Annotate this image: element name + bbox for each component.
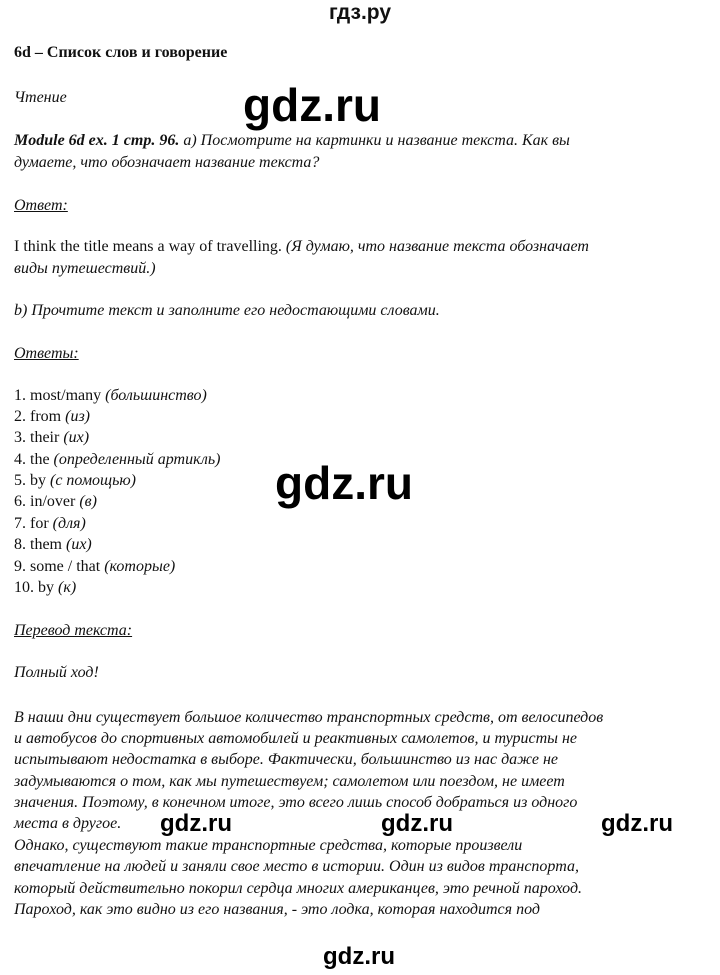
- translation-line: В наши дни существует большое количество транспортных средств, от велосипедов: [14, 709, 604, 726]
- task-a: [14, 130, 570, 151]
- list-item: [14, 577, 76, 598]
- answer-word: 8. them: [14, 536, 66, 553]
- translation-label: Перевод текста:: [14, 622, 133, 639]
- answer-translation: (большинство): [105, 387, 207, 404]
- section-title: 6d – Список слов и говорение: [14, 44, 228, 61]
- translation-line: задумываются о том, как мы путешествуем; самолетом или поездом, не имеет: [14, 773, 565, 790]
- task-b: b) Прочтите текст и заполните его недостающими словами.: [14, 302, 440, 319]
- translation-line: значения. Поэтому, в конечном итоге, это всего лишь способ добраться из одного: [14, 794, 578, 811]
- site-header: гдз.ру: [328, 1, 392, 24]
- task-a-ref: Module 6d ex. 1 стр. 96.: [14, 132, 180, 149]
- list-item: [14, 449, 221, 470]
- list-item: [14, 385, 207, 406]
- translation-line: Однако, существуют такие транспортные средства, которые произвели: [14, 837, 523, 854]
- translation-line: и автобусов до спортивных автомобилей и реактивных самолетов, и туристы не: [14, 730, 578, 747]
- answer-translation: (их): [66, 536, 92, 553]
- watermark-logo: gdz.ru: [160, 810, 232, 837]
- translation-title: Полный ход!: [14, 664, 99, 681]
- answer-a-english: I think the title means a way of travelling.: [14, 238, 282, 255]
- watermark-logo: gdz.ru: [381, 810, 453, 837]
- list-item: [14, 534, 92, 555]
- answer-a: [14, 236, 589, 257]
- answer-translation: (к): [58, 579, 77, 596]
- reading-label: Чтение: [14, 89, 67, 106]
- task-a-text-line2: думаете, что обозначает название текста?: [14, 154, 320, 171]
- answer-translation: (для): [52, 515, 86, 532]
- answer-word: 6. in/over: [14, 493, 80, 510]
- watermark-logo: gdz.ru: [275, 457, 413, 509]
- answer-word: 1. most/many: [14, 387, 106, 404]
- answer-word: 2. from: [14, 408, 66, 425]
- list-item: [14, 556, 175, 577]
- list-item: [14, 513, 86, 534]
- answer-a-russian-line1: (Я думаю, что название текста обозначает: [281, 238, 589, 255]
- answer-word: 7. for: [14, 515, 53, 532]
- answer-a-russian-line2: виды путешествий.): [14, 260, 156, 277]
- watermark-logo: gdz.ru: [601, 810, 673, 837]
- watermark-logo: gdz.ru: [323, 943, 395, 970]
- list-item: [14, 491, 97, 512]
- translation-line: испытывают недостатка в выборе. Фактически, большинство из нас даже не: [14, 751, 558, 768]
- list-item: [14, 427, 89, 448]
- watermark-logo: gdz.ru: [243, 79, 381, 131]
- answer-label: Ответ:: [14, 197, 68, 214]
- translation-line: который действительно покорил сердца многих американцев, это речной пароход.: [14, 880, 583, 897]
- answer-translation: (из): [65, 408, 91, 425]
- translation-line: Пароход, как это видно из его названия, - это лодка, которая находится под: [14, 901, 540, 918]
- answer-translation: (их): [63, 429, 90, 446]
- answer-word: 9. some / that: [14, 558, 105, 575]
- answers-label: Ответы:: [14, 345, 79, 362]
- answer-translation: (с помощью): [50, 472, 136, 489]
- answer-translation: (которые): [104, 558, 176, 575]
- answer-word: 5. by: [14, 472, 50, 489]
- answer-word: 10. by: [14, 579, 58, 596]
- task-a-text-line1: а) Посмотрите на картинки и название текста. Как вы: [179, 132, 570, 149]
- answer-translation: (в): [79, 493, 97, 510]
- translation-line: места в другое.: [14, 815, 122, 832]
- translation-line: впечатление на людей и заняли свое место в истории. Один из видов транспорта,: [14, 858, 579, 875]
- answer-word: 4. the: [14, 451, 54, 468]
- list-item: [14, 470, 136, 491]
- list-item: [14, 406, 90, 427]
- answer-translation: (определенный артикль): [53, 451, 221, 468]
- answer-word: 3. their: [14, 429, 64, 446]
